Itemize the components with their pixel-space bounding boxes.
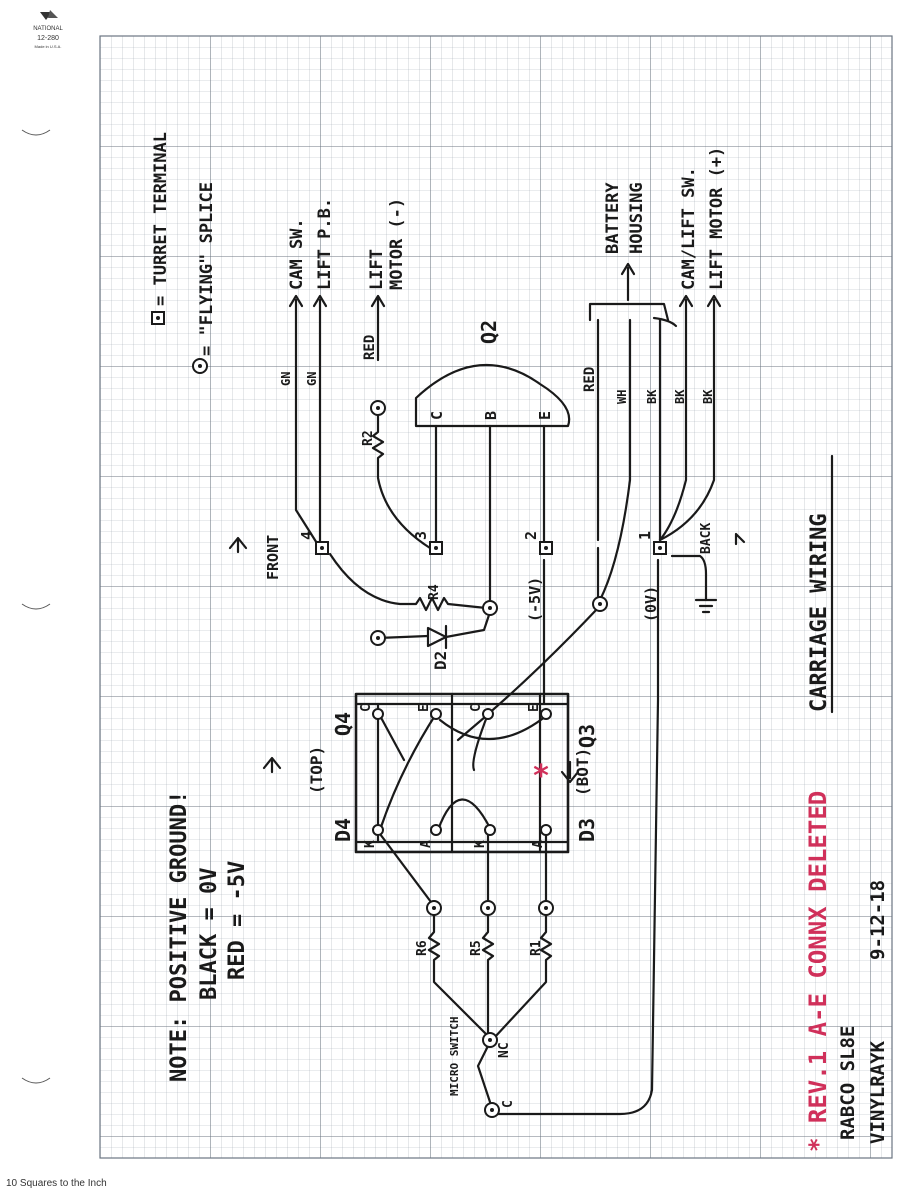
micro-switch-c: C: [501, 1100, 516, 1108]
terminal-1-label: 1: [636, 530, 654, 540]
legend-turret-text: = TURRET TERMINAL: [151, 132, 171, 306]
micro-switch-nc: NC: [497, 1042, 512, 1058]
d2-label: D2: [431, 650, 450, 670]
product-name: RABCO SL8E: [837, 1025, 859, 1140]
terminal-3-label: 3: [412, 530, 430, 540]
dest-battery-1: BATTERY: [603, 182, 623, 254]
d3-label: D3: [575, 817, 599, 842]
made-in: Made in U.S.A.: [34, 44, 62, 49]
voltage-t1: (0V): [642, 585, 660, 622]
pin-d3-a: A: [531, 840, 546, 848]
revision-date: 9-12-18: [867, 879, 889, 960]
pin-q3-c: C: [469, 704, 484, 712]
q3-label: Q3: [575, 723, 599, 748]
note-line-1: NOTE: POSITIVE GROUND!: [167, 790, 192, 1082]
author-name: VINYLRAYK: [867, 1041, 889, 1144]
q2-pin-e: E: [536, 410, 554, 420]
wire-bk-1: BK: [645, 389, 659, 404]
pin-d4-k: K: [363, 840, 378, 848]
brand-label: NATIONAL: [33, 26, 63, 32]
note-line-3: RED = -5V: [225, 860, 250, 980]
legend-splice-text: = "FLYING" SPLICE: [197, 182, 217, 356]
q4-label: Q4: [331, 711, 355, 736]
deleted-connection-asterisk: *: [532, 759, 551, 794]
q2-pin-c: C: [428, 410, 446, 420]
q2-label: Q2: [477, 319, 501, 344]
pin-d4-a: A: [419, 840, 434, 848]
terminal-4-label: 4: [298, 530, 316, 540]
r2-label: R2: [361, 430, 376, 446]
pin-q3-e: E: [527, 704, 542, 712]
pin-q4-c: C: [359, 704, 374, 712]
wire-red-2: RED: [582, 366, 598, 392]
dest-cam-lift-sw: CAM/LIFT SW.: [679, 167, 699, 290]
dir-front: FRONT: [264, 534, 282, 580]
part-number: 12-280: [37, 35, 59, 42]
r6-label: R6: [415, 940, 430, 956]
wire-gn-2: GN: [305, 371, 319, 386]
pin-q4-e: E: [417, 704, 432, 712]
d4-label: D4: [331, 817, 355, 842]
dir-back: BACK: [699, 522, 714, 554]
r1-label: R1: [529, 940, 544, 956]
binder-marks: [22, 130, 50, 1083]
national-logo: [33, 10, 63, 49]
dest-cam-sw: CAM SW.: [287, 218, 307, 290]
q2-pin-b: B: [482, 410, 500, 420]
dir-bottom: (BOT): [573, 747, 592, 796]
dest-lift-motor-neg-1: LIFT: [367, 249, 387, 290]
diagram-title: CARRIAGE WIRING: [807, 513, 832, 712]
revision-note: * REV.1 A-E CONNX DELETED: [804, 790, 832, 1152]
r5-label: R5: [469, 940, 484, 956]
note-line-2: BLACK = 0V: [197, 867, 222, 1000]
wire-gn-1: GN: [279, 371, 293, 386]
wire-wh: WH: [615, 389, 629, 404]
terminal-2-label: 2: [522, 530, 540, 540]
dest-battery-2: HOUSING: [627, 182, 647, 254]
pin-d3-k: K: [473, 840, 488, 848]
dest-lift-motor-pos: LIFT MOTOR (+): [707, 146, 727, 290]
wire-bk-2: BK: [673, 389, 687, 404]
paper-footer: 10 Squares to the Inch: [6, 1178, 107, 1189]
dest-lift-motor-neg-2: MOTOR (-): [387, 197, 407, 290]
micro-switch-label: MICRO SWITCH: [448, 1016, 461, 1096]
dir-top: (TOP): [307, 745, 326, 794]
wire-bk-3: BK: [701, 389, 715, 404]
r4-label: R4: [427, 584, 442, 600]
dest-lift-pb: LIFT P.B.: [315, 197, 335, 290]
wire-red-1: RED: [362, 334, 378, 360]
voltage-t2: (-5V): [526, 576, 544, 622]
